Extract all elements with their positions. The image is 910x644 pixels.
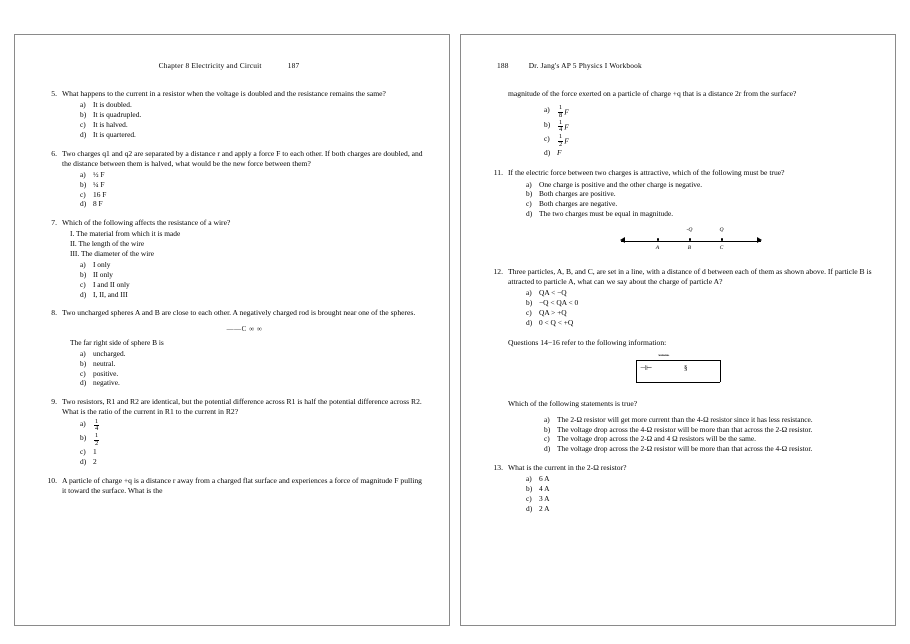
choice-list (508, 474, 873, 513)
circuit-wire-right (720, 360, 721, 382)
choice-label: d) (80, 457, 87, 467)
left-page-running-head (37, 61, 427, 71)
choice-label: b) (80, 269, 87, 279)
choice-label: b) (80, 110, 87, 120)
particle-label-c: C (719, 244, 724, 251)
choice-text: I only (93, 259, 111, 269)
choice-item (80, 170, 427, 180)
question-stem: Two charges q1 and q2 are separated by a distance r and apply a force F to each other. If both charges are doubled, and the distance between them is halved, what would be the new force between them? (62, 148, 423, 168)
choice-text: uncharged. (93, 348, 126, 358)
question-stem: Two resistors, R1 and R2 are identical, but the potential difference across R1 is half the potential difference across R2. What is the ratio of the current in R1 to the current in R2? (62, 397, 422, 417)
question-number: 5. (51, 89, 57, 98)
choice-label: c) (526, 199, 532, 209)
circuit-diagram (598, 352, 758, 392)
choice-item (544, 425, 873, 435)
choice-item (526, 308, 873, 318)
choice-text: The two charges must be equal in magnitude. (539, 209, 674, 219)
roman-item: II. The length of the wire (70, 239, 145, 249)
choice-label: d) (80, 129, 87, 139)
spheres-figure (62, 324, 427, 334)
choice-label: a) (80, 418, 86, 428)
choice-label: d) (526, 503, 533, 513)
question-stem: If the electric force between two charges is attractive, which of the following must be true? (508, 168, 785, 178)
choice-label: b) (526, 484, 533, 494)
book-title: Dr. Jang's AP 5 Physics I Workbook (528, 61, 642, 70)
choice-label: d) (526, 317, 533, 327)
right-question-list-2 (483, 463, 873, 514)
choice-text: ½ F (93, 169, 105, 179)
choice-text: $\frac{1}{2}$ F (559, 133, 569, 148)
choice-text: 2 A (539, 503, 550, 513)
question-number: 11. (493, 168, 503, 178)
choice-item (526, 199, 873, 209)
choice-text: The voltage drop across the 4-Ω resistor will be more than that across the 2-Ω resistor. (557, 424, 813, 434)
particle-label-b: B (687, 244, 692, 251)
choice-label: d) (80, 289, 87, 299)
choice-text: 8 F (93, 199, 103, 209)
choice-item (80, 433, 427, 447)
right-page (460, 34, 896, 626)
right-page-running-head (483, 61, 873, 71)
questions-14-16-note: Questions 14−16 refer to the following information: (508, 337, 667, 347)
choice-item (544, 105, 873, 119)
choice-label: d) (544, 148, 551, 158)
choice-text: neutral. (93, 358, 116, 368)
choice-item (80, 280, 427, 290)
choice-item (80, 290, 427, 300)
choice-label: b) (544, 424, 551, 434)
choice-text: $\frac{1}{4}$ F (559, 118, 569, 134)
choice-item (526, 504, 873, 514)
right-question-list (483, 168, 873, 327)
choice-label: c) (80, 119, 86, 129)
fraction: $\frac{1}{2}$ (559, 133, 563, 148)
question-11 (483, 168, 873, 258)
choice-item (526, 474, 873, 484)
question-number: 12. (493, 266, 503, 276)
choice-item (526, 180, 873, 190)
choice-text: I and II only (93, 279, 130, 289)
question-5 (37, 89, 427, 140)
question-number: 6. (51, 148, 57, 158)
choice-label: b) (544, 119, 551, 129)
choice-label: b) (80, 179, 87, 189)
choice-label: a) (526, 474, 532, 484)
resistor-top-icon: ⌁⌁⌁⌁ (658, 352, 669, 359)
question-number: 9. (51, 397, 57, 407)
particle-a-dot (657, 238, 659, 240)
choice-item (526, 494, 873, 504)
choice-text: The voltage drop across the 2-Ω resistor will be more than that across the 4-Ω resistor. (557, 444, 813, 454)
choice-item (80, 120, 427, 130)
choice-item (526, 318, 873, 328)
statement-prompt: Which of the following statements is true? (508, 398, 638, 408)
choice-label: c) (544, 434, 550, 444)
choice-item (544, 434, 873, 444)
question-number: 7. (51, 218, 57, 228)
choice-text: It is halved. (93, 119, 128, 129)
choice-item (526, 189, 873, 199)
question-subnote: The far right side of sphere B is (70, 337, 164, 347)
choice-item (80, 130, 427, 140)
question-12 (483, 267, 873, 328)
choice-label: c) (80, 447, 86, 457)
continued-question-stem: magnitude of the force exerted on a particle of charge +q that is a distance 2r from the surface? (508, 89, 797, 98)
choice-item (526, 484, 873, 494)
choice-item (544, 148, 873, 158)
choice-list (62, 349, 427, 388)
arrow-right-icon (757, 237, 762, 243)
left-page (14, 34, 450, 626)
choice-label: d) (526, 209, 533, 219)
choice-text: 4 A (539, 484, 550, 494)
choice-label: a) (526, 179, 532, 189)
chapter-title: Chapter 8 Electricity and Circuit (158, 61, 262, 70)
choice-label: c) (526, 494, 532, 503)
choice-text: F (557, 148, 562, 158)
arrow-left-icon (620, 237, 625, 243)
choice-text: 3 A (539, 494, 550, 503)
choice-item (80, 378, 427, 388)
choice-label: c) (80, 279, 86, 289)
choice-item (80, 110, 427, 120)
fraction: $\frac{1}{2}$ (95, 431, 99, 447)
choice-list (508, 288, 873, 327)
choice-text (93, 433, 427, 447)
choice-label: a) (544, 414, 550, 424)
fraction: $\frac{1}{8}$ (559, 104, 563, 119)
choice-list (62, 100, 427, 139)
roman-option-list (62, 229, 427, 259)
left-question-list (37, 89, 427, 496)
choice-label: a) (544, 105, 550, 115)
question-stem: Which of the following affects the resistance of a wire? (62, 218, 231, 228)
question-number: 8. (51, 308, 57, 318)
particle-label-a: A (655, 244, 660, 251)
choice-text: II only (93, 269, 113, 279)
fraction: $\frac{1}{4}$ (95, 417, 99, 433)
choice-text: 0 < Q < +Q (539, 317, 574, 327)
choice-label: d) (80, 378, 87, 388)
question-stem: What happens to the current in a resistor when the voltage is doubled and the resistance remains the same? (62, 89, 386, 98)
choice-label: a) (526, 288, 532, 298)
choice-label: a) (80, 348, 86, 358)
choice-label: c) (80, 368, 86, 378)
continued-choice-list (526, 105, 873, 158)
choice-text: It is doubled. (93, 100, 132, 110)
choice-item (80, 447, 427, 457)
choice-text: The voltage drop across the 2-Ω and 4 Ω resistors will be the same. (557, 434, 756, 444)
choice-text: It is quadrupled. (93, 110, 142, 120)
charge-line-diagram (621, 224, 761, 254)
choice-text: 16 F (93, 189, 107, 199)
choice-item (80, 369, 427, 379)
circuit-figure (483, 352, 873, 392)
choice-text: I, II, and III (93, 289, 128, 299)
question-stem: A particle of charge +q is a distance r away from a charged flat surface and experiences a force of magnitude F pulling it toward the surface. What is the (62, 476, 422, 496)
choice-text: −Q < QA < 0 (539, 298, 579, 308)
question-stem: Three particles, A, B, and C, are set in a line, with a distance of d between each of them as shown above. If particle B is attracted to particle A, what can we say about the charge of particle A? (508, 266, 872, 287)
choice-item (80, 419, 427, 433)
choice-text: 2 (93, 457, 97, 467)
choice-item (526, 298, 873, 308)
circuit-wire-left (636, 360, 637, 382)
fraction: $\frac{1}{4}$ (559, 118, 563, 134)
choice-item (80, 457, 427, 467)
choice-label: a) (80, 100, 86, 110)
choice-text: The 2-Ω resistor will get more current than the 4-Ω resistor since it has less resistance. (557, 414, 813, 424)
choice-item (526, 288, 873, 298)
particle-c-dot (721, 238, 723, 240)
choice-text (93, 419, 427, 433)
question-stem: Two uncharged spheres A and B are close to each other. A negatively charged rod is brought near one of the spheres. (62, 308, 416, 318)
roman-item: III. The diameter of the wire (70, 249, 154, 259)
particle-b-dot (689, 238, 691, 240)
choice-item (544, 120, 873, 134)
axis-line (621, 241, 761, 242)
choice-list (62, 170, 427, 209)
choice-item (80, 190, 427, 200)
question-stem: What is the current in the 2-Ω resistor? (508, 463, 627, 473)
choice-item (526, 209, 873, 219)
choice-label: c) (544, 134, 550, 144)
choice-item (80, 180, 427, 190)
question-9 (37, 397, 427, 467)
choice-text: One charge is positive and the other charge is negative. (539, 179, 703, 189)
choice-list (62, 260, 427, 299)
choice-text: ¼ F (93, 179, 105, 189)
choice-text: Both charges are negative. (539, 199, 618, 209)
choice-text: It is quartered. (93, 129, 136, 139)
choice-text: QA > +Q (539, 307, 567, 317)
spheres-figure-caption: ——C ∞ ∞ (226, 324, 263, 333)
choice-item (80, 199, 427, 209)
choice-label: b) (526, 298, 533, 308)
choice-label: c) (80, 189, 86, 199)
charge-line-figure (508, 224, 873, 254)
choice-label: a) (80, 169, 86, 179)
page-number-187: 187 (287, 61, 300, 70)
choice-item (80, 260, 427, 270)
choice-text: $\frac{1}{8}$ F (559, 104, 569, 119)
choice-text: 6 A (539, 474, 550, 484)
choice-item (80, 349, 427, 359)
choice-list (508, 180, 873, 219)
choice-item (80, 359, 427, 369)
choice-item (544, 415, 873, 425)
charge-label-negq: -Q (686, 226, 693, 233)
question-10 (37, 476, 427, 496)
choice-label: b) (80, 358, 87, 368)
circuit-wire-top (636, 360, 720, 361)
statement-choice-list (526, 415, 873, 454)
resistor-right-icon: § (684, 363, 688, 372)
question-7 (37, 218, 427, 299)
choice-text: positive. (93, 368, 119, 378)
page-number-188: 188 (497, 61, 509, 70)
choice-text: QA < −Q (539, 288, 567, 298)
circuit-wire-bottom (636, 382, 720, 383)
charge-label-q: Q (719, 226, 724, 233)
choice-list (62, 419, 427, 468)
choice-text: Both charges are positive. (539, 189, 616, 199)
question-number: 10. (47, 476, 57, 486)
choice-label: c) (526, 307, 532, 317)
choice-text: negative. (93, 378, 120, 388)
choice-label: d) (544, 444, 551, 454)
roman-item: I. The material from which it is made (70, 229, 181, 239)
choice-label: a) (80, 259, 86, 269)
choice-item (544, 444, 873, 454)
choice-label: d) (80, 199, 87, 209)
choice-item (80, 270, 427, 280)
question-6 (37, 149, 427, 210)
choice-label: b) (80, 432, 87, 442)
question-8 (37, 308, 427, 388)
choice-text: 1 (93, 447, 97, 457)
question-13 (483, 463, 873, 514)
choice-item (80, 100, 427, 110)
question-number: 13. (493, 463, 503, 473)
choice-item (544, 134, 873, 148)
battery-icon: ⊣⊢ (640, 363, 653, 372)
choice-label: b) (526, 189, 533, 199)
